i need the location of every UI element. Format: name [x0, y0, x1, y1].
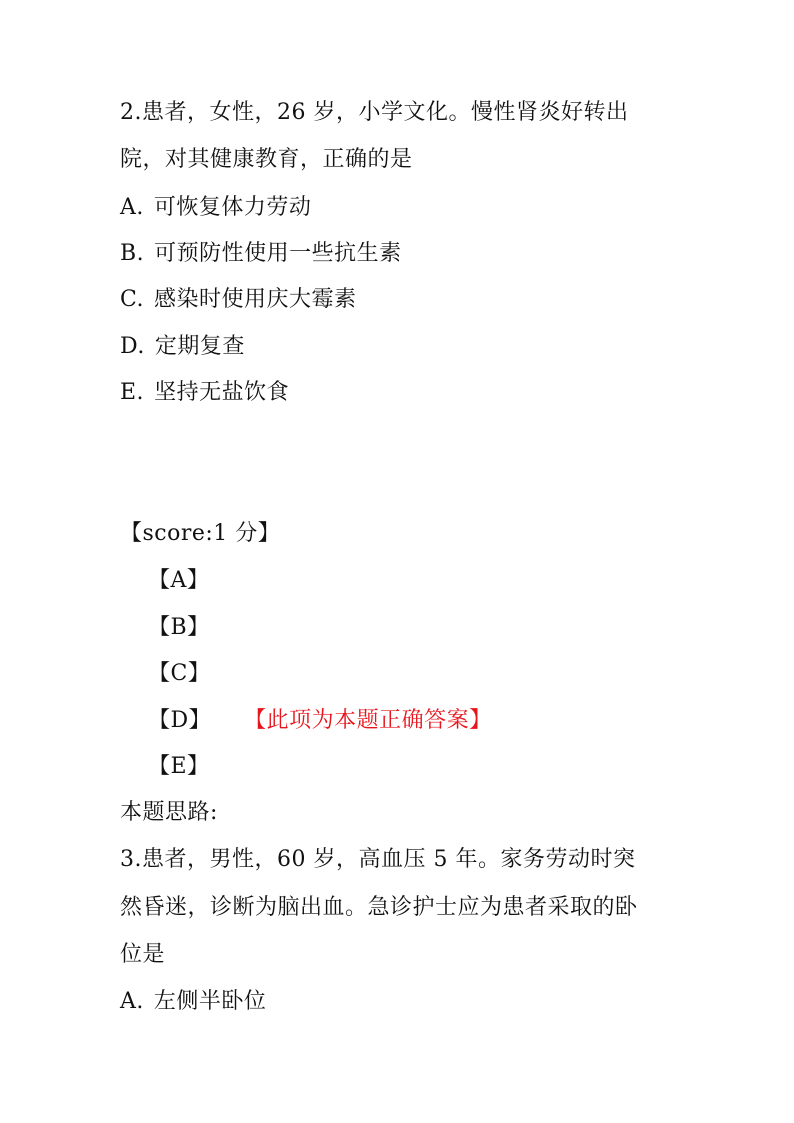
option-text: 定期复查 [154, 334, 245, 359]
q2-stem-line1: 2.患者，女性，26 岁，小学文化。慢性肾炎好转出 [120, 100, 629, 125]
answer-choice-a: 【A】 [148, 568, 210, 593]
answer-choice-d: 【D】 [148, 708, 212, 733]
q3-option-a [120, 989, 266, 1015]
correct-answer-note: 【此项为本题正确答案】 [255, 708, 492, 733]
answer-choice-d-row [148, 708, 492, 734]
q2-option-e [120, 380, 289, 406]
answer-choice-e: 【E】 [148, 754, 210, 779]
q3-stem-line1: 3.患者，男性，60 岁，高血压 5 年。家务劳动时突 [120, 847, 636, 872]
answer-choice-b: 【B】 [148, 615, 210, 640]
q2-option-b [120, 241, 402, 267]
thinking-label: 本题思路: [120, 800, 218, 825]
q3-stem-line3: 位是 [120, 942, 166, 967]
option-text: 可恢复体力劳动 [153, 195, 312, 220]
option-label: B. [120, 241, 145, 266]
q2-option-a [120, 195, 311, 221]
score-label: 【score:1 分】 [120, 521, 281, 546]
option-text: 可预防性使用一些抗生素 [154, 241, 402, 266]
option-text: 左侧半卧位 [153, 989, 267, 1014]
option-label: E. [120, 380, 145, 405]
option-text: 坚持无盐饮食 [154, 380, 290, 405]
option-label: A. [120, 195, 144, 220]
q2-stem-line2: 院，对其健康教育，正确的是 [120, 147, 413, 172]
option-label: D. [120, 334, 145, 359]
q2-option-d [120, 334, 245, 360]
option-label: A. [120, 989, 144, 1014]
option-text: 感染时使用庆大霉素 [154, 287, 357, 312]
q2-option-c [120, 287, 357, 313]
option-label: C. [120, 287, 145, 312]
answer-choice-c: 【C】 [148, 661, 211, 686]
q3-stem-line2: 然昏迷，诊断为脑出血。急诊护士应为患者采取的卧 [120, 895, 638, 920]
